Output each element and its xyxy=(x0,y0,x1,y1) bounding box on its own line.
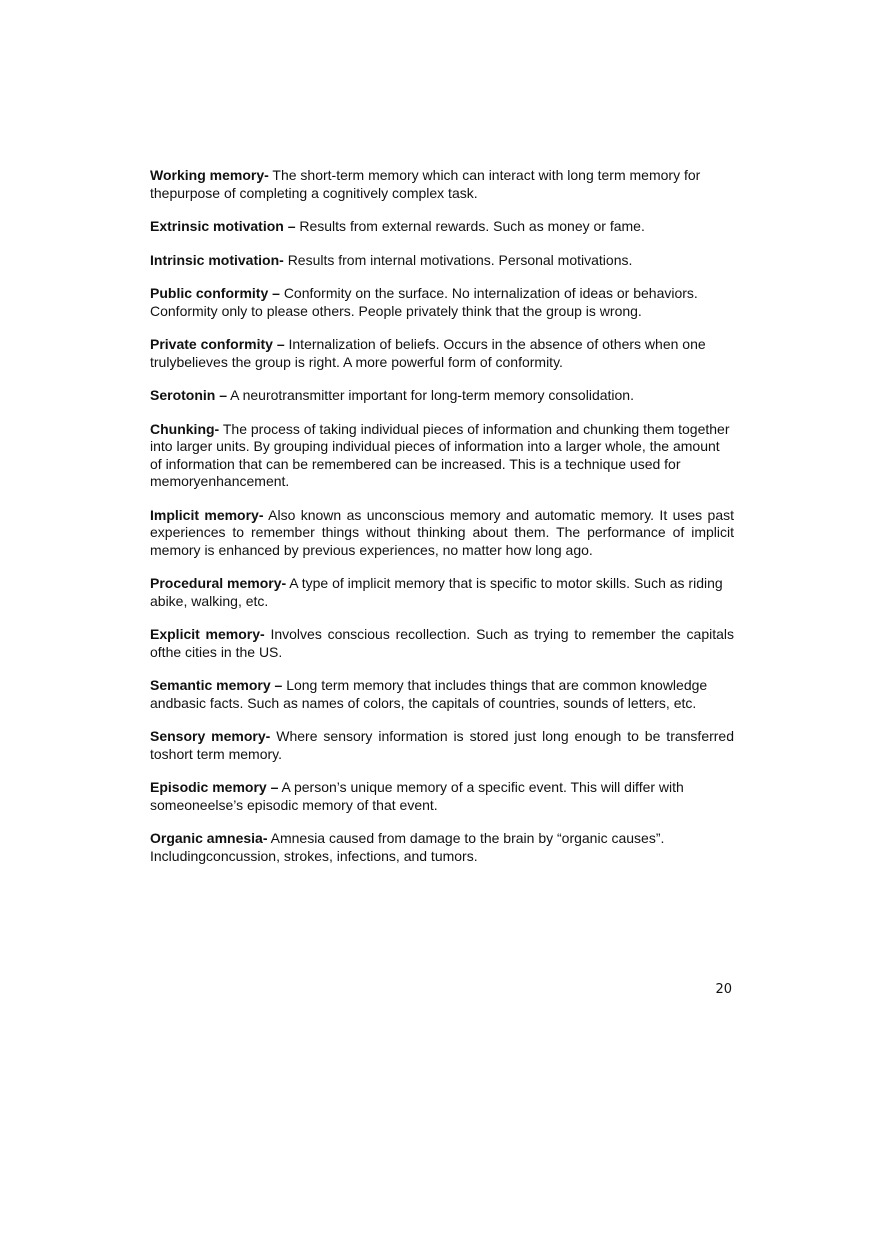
page-number: 20 xyxy=(715,982,732,997)
glossary-term: Chunking- xyxy=(150,420,220,437)
glossary-entry-extrinsic-motivation xyxy=(150,218,734,236)
glossary-entry-working-memory xyxy=(150,167,734,202)
glossary-entry-intrinsic-motivation xyxy=(150,252,734,270)
glossary-entry-private-conformity xyxy=(150,336,734,371)
glossary-term: Episodic memory – xyxy=(150,779,279,795)
glossary-definition: Also known as unconscious memory and automatic memory. It uses past experiences to remember things without thinking about them. The performance of implicit memory is enhanced by previous experiences, no matter how long ago. xyxy=(150,506,734,558)
glossary-entry-procedural-memory xyxy=(150,575,734,610)
glossary-term: Intrinsic motivation- xyxy=(150,251,284,268)
glossary-term: Procedural memory- xyxy=(150,575,287,591)
glossary-definition: Amnesia caused from damage to the brain by “organic causes”. Includingconcussion, strokes, infections, and tumors. xyxy=(150,830,665,864)
glossary-definition: Results from internal motivations. Personal motivations. xyxy=(287,251,633,268)
glossary-term: Extrinsic motivation – xyxy=(150,218,296,234)
glossary-entry-sensory-memory xyxy=(150,728,734,763)
glossary-entry-semantic-memory xyxy=(150,677,734,712)
glossary-entry-serotonin xyxy=(150,387,734,405)
glossary-term: Public conformity – xyxy=(150,285,280,301)
glossary-entry-implicit-memory xyxy=(150,507,734,560)
glossary-definition: The process of taking individual pieces of information and chunking them together into larger units. By grouping individual pieces of information into a larger whole, the amount of information that can be remembered can be increased. This is a technique used for memoryenhancement. xyxy=(150,420,730,489)
glossary-entry-episodic-memory xyxy=(150,779,734,814)
glossary-definition: Involves conscious recollection. Such as trying to remember the capitals ofthe cities in the US. xyxy=(150,626,734,660)
glossary-content xyxy=(150,167,734,881)
glossary-definition: A person’s unique memory of a specific event. This will differ with someoneelse’s episodic memory of that event. xyxy=(150,779,684,813)
glossary-term: Private conformity – xyxy=(150,336,285,352)
glossary-definition: Results from external rewards. Such as money or fame. xyxy=(299,218,645,234)
glossary-term: Serotonin – xyxy=(150,387,228,403)
glossary-entry-explicit-memory xyxy=(150,626,734,661)
glossary-entry-organic-amnesia xyxy=(150,830,734,865)
glossary-definition: Long term memory that includes things that are common knowledge andbasic facts. Such as names of colors, the capitals of countries, sounds of letters, etc. xyxy=(150,677,708,711)
glossary-term: Implicit memory- xyxy=(150,506,264,523)
glossary-term: Organic amnesia- xyxy=(150,830,268,846)
glossary-definition: Internalization of beliefs. Occurs in the absence of others when one trulybelieves the group is right. A more powerful form of conformity. xyxy=(150,336,706,370)
glossary-term: Working memory- xyxy=(150,167,269,183)
glossary-definition: A type of implicit memory that is specific to motor skills. Such as riding abike, walking, etc. xyxy=(150,575,723,609)
glossary-definition: A neurotransmitter important for long-term memory consolidation. xyxy=(230,387,634,403)
glossary-term: Sensory memory- xyxy=(150,728,271,744)
glossary-definition: Conformity on the surface. No internalization of ideas or behaviors. Conformity only to please others. People privately think that the group is wrong. xyxy=(150,285,698,319)
glossary-entry-public-conformity xyxy=(150,285,734,320)
glossary-term: Semantic memory – xyxy=(150,677,283,693)
glossary-definition: The short-term memory which can interact with long term memory for thepurpose of completing a cognitively complex task. xyxy=(150,167,701,201)
glossary-term: Explicit memory- xyxy=(150,626,265,642)
glossary-entry-chunking xyxy=(150,421,734,491)
glossary-definition: Where sensory information is stored just long enough to be transferred toshort term memory. xyxy=(150,728,734,762)
